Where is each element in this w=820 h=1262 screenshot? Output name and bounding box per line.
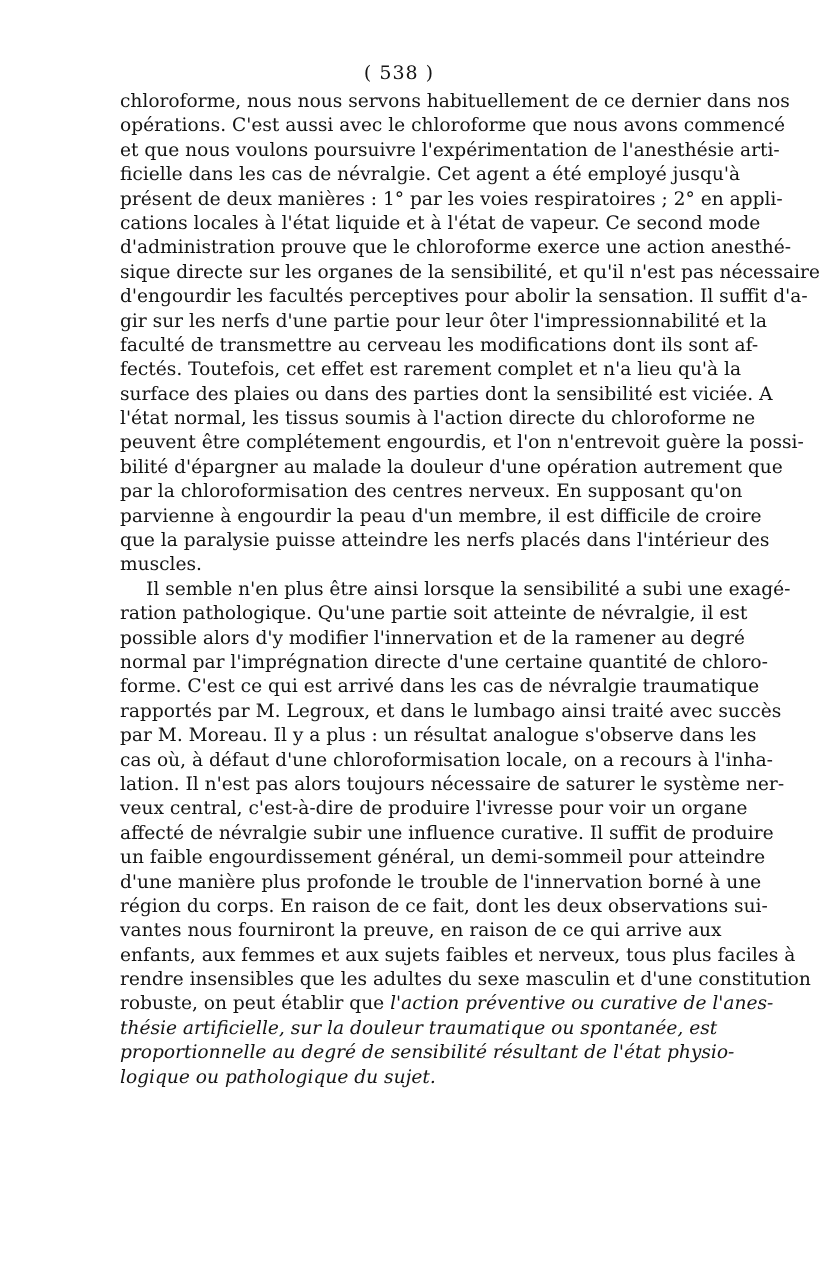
- text-line: rapportés par M. Legroux, et dans le lumbago ainsi traité avec succès: [120, 700, 782, 722]
- text-line: muscles.: [120, 554, 202, 576]
- text-line: ficielle dans les cas de névralgie. Cet agent a été employé jusqu'à: [120, 164, 741, 186]
- text-line: d'une manière plus profonde le trouble de l'innervation borné à une: [120, 871, 762, 893]
- paragraph-1: [120, 90, 820, 578]
- text-line: et que nous voulons poursuivre l'expérimentation de l'anesthésie arti-: [120, 139, 780, 161]
- text-line: rendre insensibles que les adultes du sexe masculin et d'une constitution: [120, 969, 811, 991]
- page-number: ( 538 ): [363, 62, 435, 84]
- text-line: ration pathologique. Qu'une partie soit atteinte de névralgie, il est: [120, 603, 748, 625]
- text-line: présent de deux manières : 1° par les voies respiratoires ; 2° en appli-: [120, 188, 783, 210]
- text-line: veux central, c'est-à-dire de produire l'ivresse pour voir un organe: [120, 798, 748, 820]
- text-line: peuvent être complétement engourdis, et l'on n'entrevoit guère la possi-: [120, 432, 804, 454]
- text-line: fectés. Toutefois, cet effet est rarement complet et n'a lieu qu'à la: [120, 359, 742, 381]
- text-line: région du corps. En raison de ce fait, dont les deux observations sui-: [120, 895, 768, 917]
- text-line: parvienne à engourdir la peau d'un membre, il est difficile de croire: [120, 505, 762, 527]
- text-line: vantes nous fourniront la preuve, en raison de ce qui arrive aux: [120, 920, 722, 942]
- text-line: chloroforme, nous nous servons habituellement de ce dernier dans nos: [120, 91, 790, 112]
- roman-text: robuste, on peut établir que: [120, 993, 391, 1015]
- text-line: bilité d'épargner au malade la douleur d'une opération autrement que: [120, 456, 783, 478]
- text-line: gir sur les nerfs d'une partie pour leur ôter l'impressionnabilité et la: [120, 310, 767, 332]
- text-line: opérations. C'est aussi avec le chloroforme que nous avons commencé: [120, 115, 786, 137]
- text-line: un faible engourdissement général, un demi-sommeil pour atteindre: [120, 847, 766, 869]
- paragraph-2: [120, 578, 811, 1090]
- text-line: enfants, aux femmes et aux sujets faibles et nerveux, tous plus faciles à: [120, 944, 796, 966]
- text-line: faculté de transmettre au cerveau les modifications dont ils sont af-: [120, 334, 759, 356]
- text-line: cas où, à défaut d'une chloroformisation locale, on a recours à l'inha-: [120, 749, 773, 771]
- text-line: logique ou pathologique du sujet.: [120, 1066, 436, 1088]
- text-line: d'engourdir les facultés perceptives pour abolir la sensation. Il suffit d'a-: [120, 286, 808, 308]
- text-line: sique directe sur les organes de la sensibilité, et qu'il n'est pas nécessaire: [120, 261, 820, 283]
- text-line: par la chloroformisation des centres nerveux. En supposant qu'on: [120, 481, 743, 503]
- text-line: affecté de névralgie subir une influence curative. Il suffit de produire: [120, 822, 774, 844]
- text-line: proportionnelle au degré de sensibilité résultant de l'état physio-: [120, 1042, 735, 1064]
- text-line: lation. Il n'est pas alors toujours nécessaire de saturer le système ner-: [120, 773, 785, 795]
- text-line: d'administration prouve que le chloroforme exerce une action anesthé-: [120, 237, 792, 259]
- text-line: surface des plaies ou dans des parties dont la sensibilité est viciée. A: [120, 383, 773, 405]
- text-line: par M. Moreau. Il y a plus : un résultat analogue s'observe dans les: [120, 725, 757, 747]
- text-line: normal par l'imprégnation directe d'une certaine quantité de chloro-: [120, 651, 768, 673]
- text-line: forme. C'est ce qui est arrivé dans les cas de névralgie traumatique: [120, 676, 760, 698]
- text-line: Il semble n'en plus être ainsi lorsque la sensibilité a subi une exagé-: [146, 578, 791, 600]
- text-line: possible alors d'y modifier l'innervation et de la ramener au degré: [120, 627, 745, 649]
- text-line-mixed: [120, 992, 774, 1016]
- text-line: thésie artificielle, sur la douleur traumatique ou spontanée, est: [120, 1017, 718, 1039]
- text-line: que la paralysie puisse atteindre les nerfs placés dans l'intérieur des: [120, 530, 770, 552]
- italic-text: l'action préventive ou curative de l'anes-: [390, 993, 774, 1015]
- text-line: l'état normal, les tissus soumis à l'action directe du chloroforme ne: [120, 408, 756, 430]
- text-line: cations locales à l'état liquide et à l'état de vapeur. Ce second mode: [120, 212, 761, 234]
- book-page: [120, 62, 820, 1090]
